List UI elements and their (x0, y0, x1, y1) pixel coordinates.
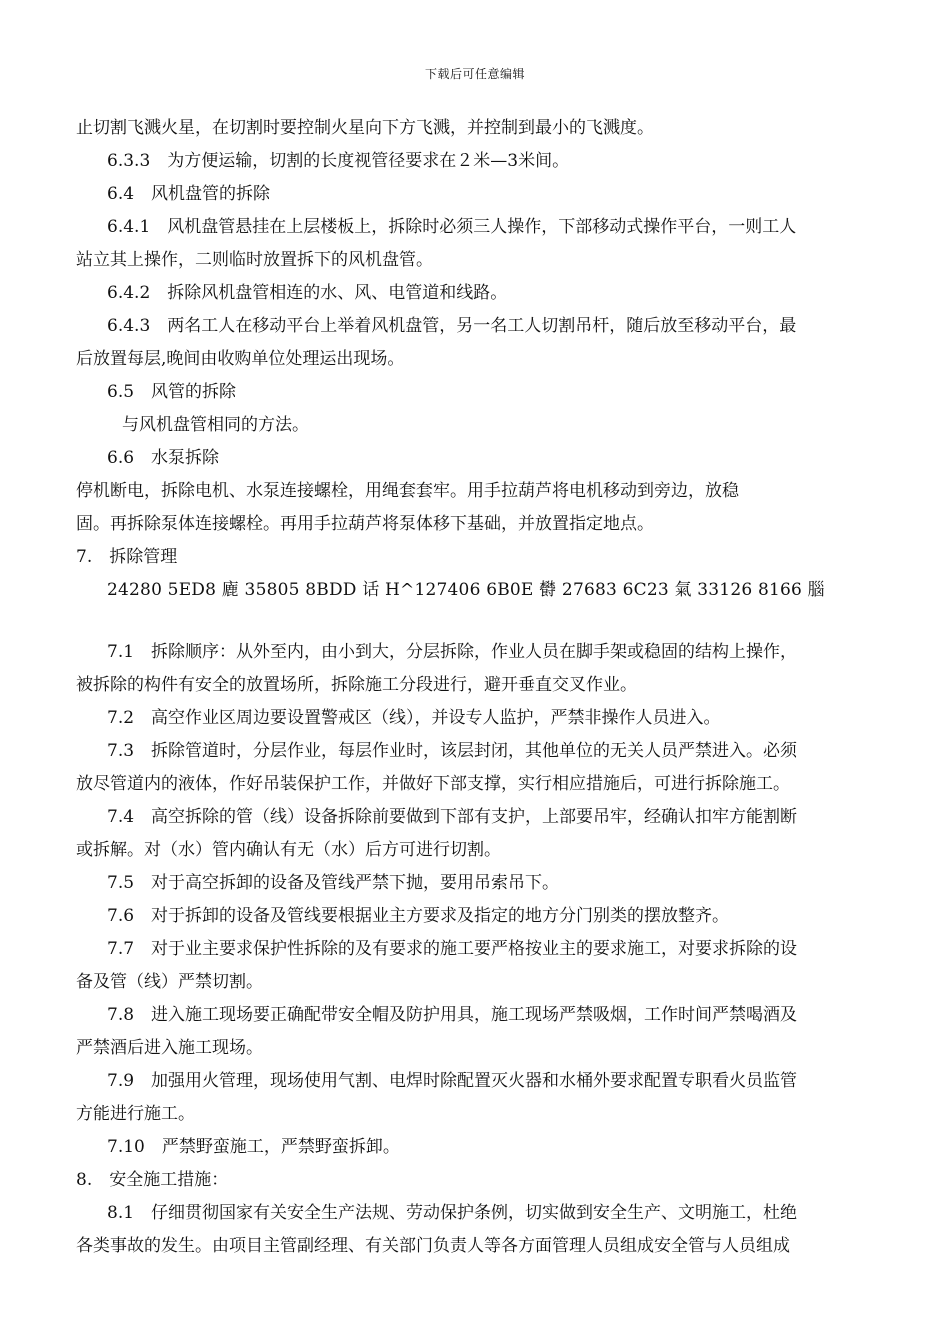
section-6-4-2: 6.4.2 拆除风机盘管相连的水、风、电管道和线路。 (107, 283, 508, 303)
page-header: 下载后可任意编辑 (424, 67, 525, 81)
section-6-4-1: 6.4.1 风机盘管悬挂在上层楼板上，拆除时必须三人操作，下部移动式操作平台，一则工人 (107, 217, 797, 237)
paragraph-line: 停机断电，拆除电机、水泵连接螺栓，用绳套套牢。用手拉葫芦将电机移动到旁边，放稳 (76, 481, 739, 501)
paragraph-line: 固。再拆除泵体连接螺栓。再用手拉葫芦将泵体移下基础，并放置指定地点。 (76, 514, 654, 534)
blank-gap (76, 607, 886, 636)
encoded-text-line: 24280 5ED8 廘 35805 8BDD 话 H^127406 6B0E 欎 27683 6C23 氣 33126 8166 腦 (107, 580, 825, 600)
paragraph-line: 后放置每层,晚间由收购单位处理运出现场。 (76, 349, 405, 369)
paragraph-line: 方能进行施工。 (76, 1104, 195, 1124)
section-6-4-3: 6.4.3 两名工人在移动平台上举着风机盘管，另一名工人切割吊杆，随后放至移动平台，最 (107, 316, 797, 336)
document-body (76, 112, 886, 1263)
section-heading-6-4: 6.4 风机盘管的拆除 (107, 184, 271, 204)
paragraph-line: 被拆除的构件有安全的放置场所，拆除施工分段进行，避开垂直交叉作业。 (76, 675, 637, 695)
paragraph-line: 与风机盘管相同的方法。 (122, 415, 309, 435)
section-8-1: 8.1 仔细贯彻国家有关安全生产法规、劳动保护条例，切实做到安全生产、文明施工，杜绝 (107, 1203, 798, 1223)
section-7-7: 7.7 对于业主要求保护性拆除的及有要求的施工要严格按业主的要求施工，对要求拆除的设 (107, 939, 798, 959)
section-7-5: 7.5 对于高空拆卸的设备及管线严禁下抛，要用吊索吊下。 (107, 873, 560, 893)
section-7-1: 7.1 拆除顺序：从外至内，由小到大，分层拆除，作业人员在脚手架或稳固的结构上操作， (107, 642, 798, 662)
paragraph-line: 严禁酒后进入施工现场。 (76, 1038, 263, 1058)
section-7-6: 7.6 对于拆卸的设备及管线要根据业主方要求及指定的地方分门别类的摆放整齐。 (107, 906, 730, 926)
section-7-9: 7.9 加强用火管理，现场使用气割、电焊时除配置灭火器和水桶外要求配置专职看火员监管 (107, 1071, 798, 1091)
paragraph-line: 或拆解。对（水）管内确认有无（水）后方可进行切割。 (76, 840, 501, 860)
section-6-3-3: 6.3.3 为方便运输，切割的长度视管径要求在２米—3米间。 (107, 151, 570, 171)
paragraph-line: 止切割飞溅火星，在切割时要控制火星向下方飞溅，并控制到最小的飞溅度。 (76, 118, 654, 138)
section-heading-8: 8. 安全施工措施： (76, 1170, 229, 1190)
section-heading-7: 7. 拆除管理 (76, 547, 178, 567)
section-7-3: 7.3 拆除管道时，分层作业，每层作业时，该层封闭，其他单位的无关人员严禁进入。必须 (107, 741, 798, 761)
section-heading-6-5: 6.5 风管的拆除 (107, 382, 237, 402)
paragraph-line: 备及管（线）严禁切割。 (76, 972, 263, 992)
section-7-10: 7.10 严禁野蛮施工，严禁野蛮拆卸。 (107, 1137, 400, 1157)
section-7-2: 7.2 高空作业区周边要设置警戒区（线），并设专人监护，严禁非操作人员进入。 (107, 708, 721, 728)
section-7-4: 7.4 高空拆除的管（线）设备拆除前要做到下部有支护，上部要吊牢，经确认扣牢方能割断 (107, 807, 798, 827)
paragraph-line: 各类事故的发生。由项目主管副经理、有关部门负责人等各方面管理人员组成安全管与人员组成 (76, 1236, 790, 1256)
paragraph-line: 放尽管道内的液体，作好吊装保护工作，并做好下部支撑，实行相应措施后，可进行拆除施工。 (76, 774, 790, 794)
section-7-8: 7.8 进入施工现场要正确配带安全帽及防护用具，施工现场严禁吸烟，工作时间严禁喝酒及 (107, 1005, 798, 1025)
paragraph-line: 站立其上操作，二则临时放置拆下的风机盘管。 (76, 250, 433, 270)
section-heading-6-6: 6.6 水泵拆除 (107, 448, 220, 468)
